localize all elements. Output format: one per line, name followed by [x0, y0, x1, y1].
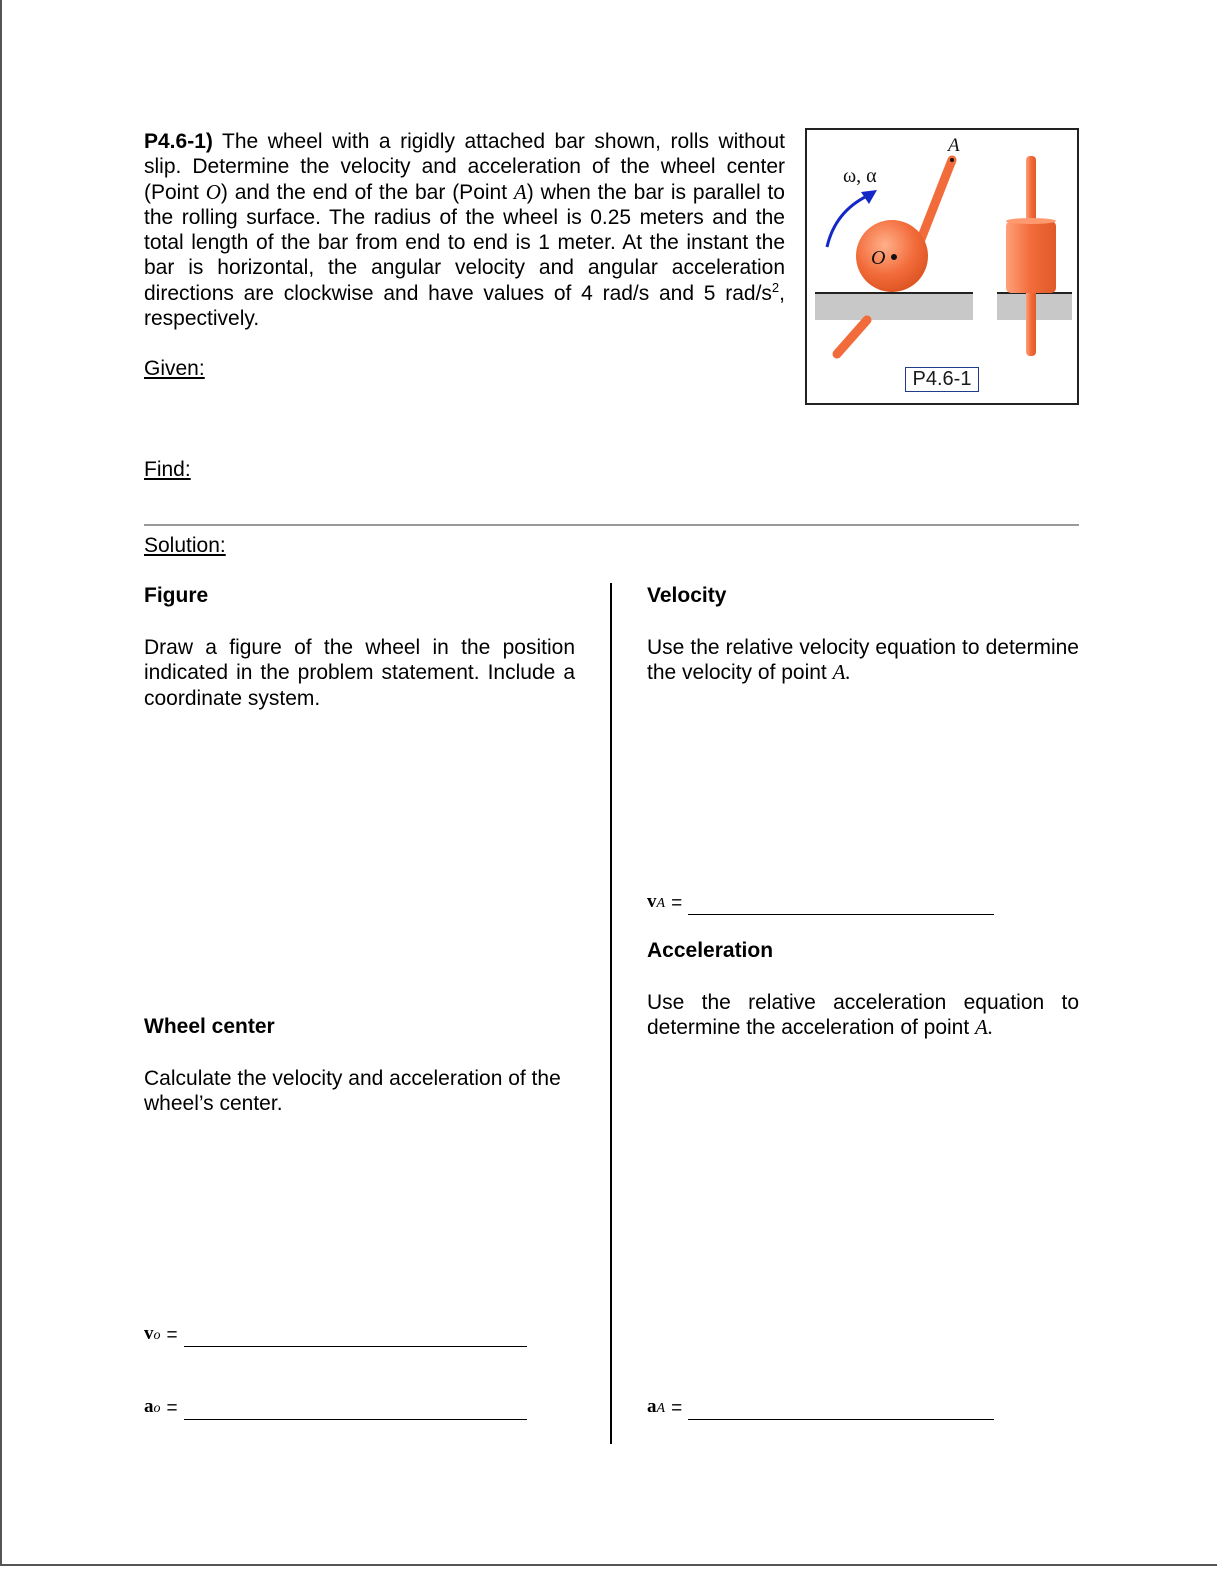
ao-symbol: [144, 1396, 161, 1420]
bar-lower: [837, 320, 867, 354]
ao-sym: a: [144, 1396, 154, 1417]
vo-eq: =: [166, 1325, 178, 1346]
vo-answer: [144, 1323, 527, 1347]
problem-point-a: A: [513, 179, 527, 204]
va-eq: =: [671, 893, 683, 914]
omega-alpha-label: ω, α: [843, 165, 877, 187]
va-sym: v: [647, 891, 657, 912]
problem-text-2: ) and the end of the bar (Point: [220, 180, 514, 204]
problem-figure: [805, 128, 1079, 405]
problem-sup: 2: [771, 279, 780, 295]
va-answer: [647, 891, 994, 915]
aa-answer-blank[interactable]: [688, 1405, 994, 1420]
problem-point-o: O: [205, 179, 221, 204]
figure-instructions: Draw a figure of the wheel in the position indicated in the problem statement. Include a coordinate system.: [144, 636, 575, 710]
problem-text-4: , respectively.: [144, 281, 785, 331]
aa-symbol: [647, 1396, 665, 1420]
aa-eq: =: [671, 1398, 683, 1419]
side-wheel: [1006, 221, 1056, 293]
ao-sub: o: [153, 1401, 161, 1416]
velocity-end: .: [845, 660, 851, 685]
velocity-instructions: [647, 635, 1079, 686]
ao-eq: =: [166, 1398, 178, 1419]
point-a-label: A: [948, 135, 960, 156]
va-answer-blank[interactable]: [688, 900, 994, 915]
wheel-center-heading: Wheel center: [144, 1015, 275, 1038]
given-label: Given:: [144, 357, 205, 380]
vo-symbol: [144, 1323, 161, 1347]
vo-sub: o: [153, 1328, 161, 1343]
vo-answer-blank[interactable]: [184, 1332, 527, 1347]
wheel-center-instructions: Calculate the velocity and acceleration of the wheel’s center.: [144, 1067, 561, 1116]
velocity-heading: Velocity: [647, 584, 727, 607]
ground-left: [815, 293, 973, 320]
point-o-label: O: [871, 247, 886, 269]
side-wheel-top: [1006, 218, 1056, 224]
problem-statement: [144, 129, 785, 331]
solution-label: Solution:: [144, 534, 226, 557]
velocity-text: Use the relative velocity equation to determine the velocity of point: [647, 636, 1079, 685]
problem-text-1: The wheel with a rigidly attached bar shown, rolls without slip. Determine the velocity and acceleration of the wheel center (Point: [144, 130, 785, 204]
problem-id: P4.6-1): [144, 130, 213, 153]
acceleration-point: A: [975, 1015, 988, 1040]
point-o-dot: [891, 254, 897, 260]
acceleration-end: .: [987, 1015, 994, 1040]
find-label: Find:: [144, 458, 191, 481]
va-symbol: [647, 891, 665, 915]
figure-heading: Figure: [144, 584, 209, 607]
horizontal-rule: [144, 524, 1079, 526]
problem-text-3: ) when the bar is parallel to the rolling surface. The radius of the wheel is 0.25 meters and the total length of the bar from end to end is 1 meter. At the instant the bar is horizontal, the angular velocity and angular acceleration directions are clockwise and have values of 4 rad/s and 5 rad/s: [144, 180, 785, 305]
aa-answer: [647, 1396, 994, 1420]
figure-caption: P4.6-1: [905, 367, 979, 392]
aa-sym: a: [647, 1396, 657, 1417]
aa-sub: A: [656, 1401, 666, 1416]
va-sub: A: [656, 896, 666, 911]
ao-answer: [144, 1396, 527, 1420]
wheel-diagram: [807, 130, 1081, 407]
velocity-point: A: [832, 660, 846, 685]
column-divider: [610, 583, 612, 1444]
acceleration-heading: Acceleration: [647, 939, 774, 962]
acceleration-text: Use the relative acceleration equation to determine the acceleration of point: [647, 991, 1079, 1040]
ao-answer-blank[interactable]: [184, 1405, 527, 1420]
point-a-dot: [950, 158, 954, 162]
vo-sym: v: [144, 1323, 154, 1344]
acceleration-instructions: [647, 990, 1079, 1041]
